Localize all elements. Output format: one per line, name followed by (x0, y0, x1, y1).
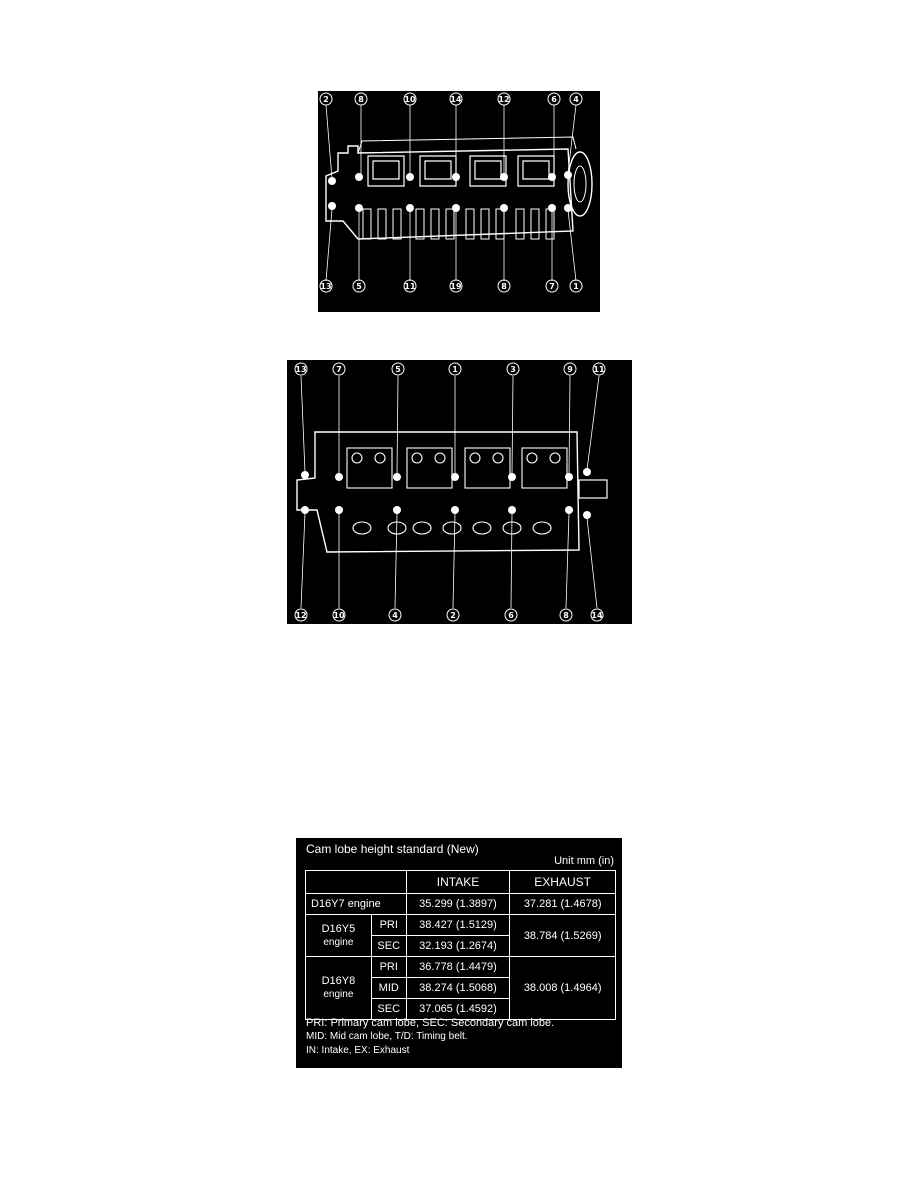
callout-9: 9 (567, 365, 573, 374)
d16y5-name: D16Y5 (321, 922, 356, 935)
cam-lobe-spec-panel (296, 838, 622, 1068)
header-exhaust: EXHAUST (510, 871, 616, 894)
d16y5-pri-intake: 38.427 (1.5129) (406, 915, 510, 936)
callout-6: 6 (551, 95, 557, 104)
table-row (306, 915, 616, 936)
header-blank (306, 871, 407, 894)
top-callouts (320, 93, 582, 105)
table-row (306, 957, 616, 978)
callout-12: 12 (295, 611, 307, 620)
engine-d16y8-label (306, 957, 372, 1020)
callout-8b: 8 (501, 282, 507, 291)
callout-4: 4 (573, 95, 579, 104)
callout-1: 1 (452, 365, 458, 374)
callout-14: 14 (591, 611, 603, 620)
callout-7: 7 (336, 365, 342, 374)
callout-11: 11 (593, 365, 605, 374)
callout-5: 5 (395, 365, 401, 374)
d16y8-sec-label: SEC (371, 999, 406, 1020)
engine-d16y7-label: D16Y7 engine (306, 894, 407, 915)
d16y8-sub: engine (323, 989, 354, 1000)
callout-5: 5 (356, 282, 362, 291)
callout-8: 8 (358, 95, 364, 104)
d16y8-pri-label: PRI (371, 957, 406, 978)
spec-title: Cam lobe height standard (New) (306, 842, 479, 856)
d16y5-sec-intake: 32.193 (1.2674) (406, 936, 510, 957)
spec-unit: Unit mm (in) (554, 855, 614, 867)
callout-4: 4 (392, 611, 398, 620)
note-line-1: PRI: Primary cam lobe, SEC: Secondary cam lobe. (306, 1017, 555, 1029)
callout-13: 13 (320, 282, 332, 291)
d16y8-name: D16Y8 (321, 975, 356, 987)
table-row (306, 894, 616, 915)
note-line-3: IN: Intake, EX: Exhaust (306, 1045, 410, 1056)
callout-8: 8 (563, 611, 569, 620)
callout-2: 2 (323, 95, 329, 104)
callout-6: 6 (508, 611, 514, 620)
engine-d16y5-label (306, 915, 372, 957)
d16y8-exhaust: 38.008 (1.4964) (510, 957, 616, 1020)
callout-3: 3 (510, 365, 516, 374)
callout-10: 10 (333, 611, 345, 620)
spec-notes (306, 1016, 554, 1058)
bottom-callouts-2 (295, 609, 603, 621)
cam-lobe-table (305, 870, 616, 1020)
d16y8-mid-intake: 38.274 (1.5068) (406, 978, 510, 999)
callout-11: 11 (404, 282, 416, 291)
d16y5-sub: engine (323, 936, 354, 948)
cylinder-head-drawing (318, 91, 600, 312)
d16y5-pri-label: PRI (371, 915, 406, 936)
callout-1: 1 (573, 282, 579, 291)
d16y5-exhaust: 38.784 (1.5269) (510, 915, 616, 957)
callout-13: 13 (295, 365, 307, 374)
callout-10: 10 (404, 95, 416, 104)
callout-14: 14 (450, 95, 462, 104)
cylinder-head-diagram-loosening (318, 91, 600, 312)
top-callouts-2 (295, 363, 605, 375)
d16y5-sec-label: SEC (371, 936, 406, 957)
d16y7-exhaust: 37.281 (1.4678) (510, 894, 616, 915)
table-header-row (306, 871, 616, 894)
callout-2: 2 (450, 611, 456, 620)
cylinder-head-drawing-2 (287, 360, 632, 624)
note-line-2: MID: Mid cam lobe, T/D: Timing belt. (306, 1031, 468, 1042)
callout-19: 19 (450, 282, 462, 291)
callout-12: 12 (498, 95, 510, 104)
d16y7-intake: 35.299 (1.3897) (406, 894, 510, 915)
d16y8-sec-intake: 37.065 (1.4592) (406, 999, 510, 1020)
d16y8-mid-label: MID (371, 978, 406, 999)
cylinder-head-diagram-tightening (287, 360, 632, 624)
bottom-callouts (320, 280, 582, 292)
d16y8-pri-intake: 36.778 (1.4479) (406, 957, 510, 978)
header-intake: INTAKE (406, 871, 510, 894)
callout-7: 7 (549, 282, 555, 291)
